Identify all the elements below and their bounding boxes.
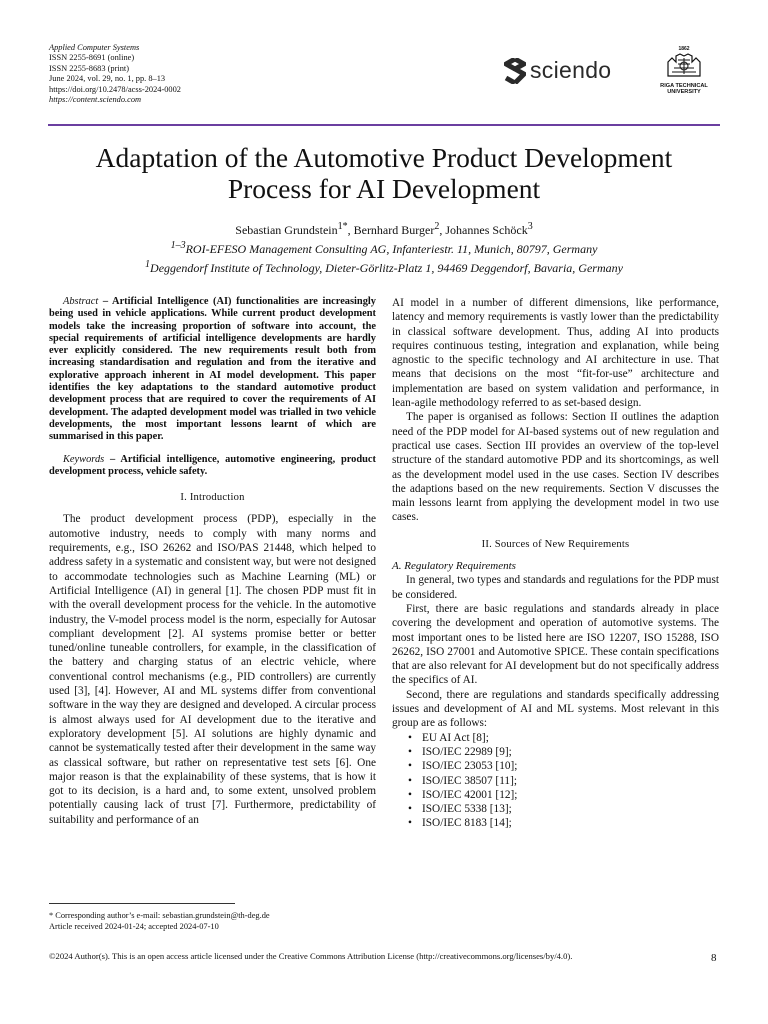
rtu-logo xyxy=(650,46,718,96)
list-item: • ISO/IEC 22989 [9]; xyxy=(422,745,719,759)
rtu-name-line2: UNIVERSITY xyxy=(667,89,701,96)
abstract-text: – Artificial Intelligence (AI) functionalities are increasingly being used in vehicle applications. While current product development models take the increasing proportion of software into account, the special requirements of artificial intelligence developments are hardly ever explicitly considered. The new requirements result both from increasing standardisation and regulation and from the iterative and explorative approach inherent in AI model development. This paper identifies the key adaptations to the standard automotive product development process that are required to cover the requirements of AI development. The adapted development model was trialled in two vehicle developments, the most important lessons learnt of which are summarised in this paper. xyxy=(49,296,376,443)
corresponding-author-note: * Corresponding author’s e-mail: sebastian.grundstein@th-deg.de xyxy=(49,911,270,920)
keywords-label: Keywords xyxy=(63,453,105,465)
journal-metadata xyxy=(49,43,181,105)
affiliation-1-sup: 1–3 xyxy=(170,240,186,251)
sources-paragraph-3: Second, there are regulations and standards specifically addressing issues and development of AI and ML systems. Most relevant in this group are as follows: xyxy=(392,688,719,730)
list-item: • ISO/IEC 42001 [12]; xyxy=(422,788,719,802)
author-block xyxy=(40,219,728,276)
intro-paragraph-2: The paper is organised as follows: Section II outlines the adaption need of the PDP model for AI-based systems out of new regulation and practical use cases. Section III provides an overview of the top-level structure of the standard automotive PDP and its shortcomings, as well as the development model used in the use cases. Section IV describes the adaptions based on the new requirements. Section V discusses the main lessons learnt from applying the development model in two use cases. xyxy=(392,411,719,524)
affiliation-1-text: ROI-EFESO Management Consulting AG, Infanteriestr. 11, Munich, 80797, Germany xyxy=(185,242,598,256)
author-3-sup: 3 xyxy=(527,221,533,232)
section-heading-sources: II. Sources of New Requirements xyxy=(481,538,630,550)
intro-paragraph-1: The product development process (PDP), especially in the automotive industry, needs to comply with many norms and requirements, e.g., ISO 26262 and ISO/PAS 21448, which helped to address safety in a systematic and consistent way, but were not designed to accommodate technologies such as Machine Learning (ML) or Artificial Intelligence (AI) in general [1]. The chosen PDP must fit in with the overall development process for the vehicle. In the automotive industry, the V-model process model is the norm, especially for Autosar compliant development [2]. AI systems promise better or better tuned/online tuneable controllers, for example, in the classification of the battery and charging status of an electric vehicle, where conventional control mechanisms (e.g., PID controllers) are currently used [3], [4]. However, AI and ML systems differ from conventional software in the way they are designed and developed. A circular process is almost always used for AI development due to the iterative and exploratory development [5]. AI solutions are highly dynamic and cannot be systematically tested after their development in the same way as classical software, but rather on representative test sets [6]. One major reason is that the explainability of these systems, that is how it got to its decision, is a hard and, to some extent, unsolved problem potentially causing lack of trust [7]. Furthermore, predictability of suitability and performance of an xyxy=(49,513,376,826)
author-list xyxy=(40,219,728,238)
author-1: Sebastian Grundstein xyxy=(235,223,338,237)
sources-paragraph-1: In general, two types and standards and regulations for the PDP must be considered. xyxy=(392,574,719,601)
affiliation-1 xyxy=(40,238,728,257)
intro-paragraph-1-continued: AI model in a number of different dimensions, like performance, latency and memory requirements is vastly lower than the predictability in classical software development. Thus, adding AI into products requires continuous testing, integration and explanation, while being agnostic to the specific technology and AI architecture in use. That means that decisions on the most “fit-for-use” architecture and implementation are based on system validation and performance, in lean-agile methodology referred to as set-based design. xyxy=(392,297,719,410)
rtu-crest-icon xyxy=(664,52,704,78)
abstract xyxy=(49,296,376,444)
list-item: • ISO/IEC 5338 [13]; xyxy=(422,802,719,816)
article-dates: Article received 2024-01-24; accepted 2024-07-10 xyxy=(49,922,219,931)
author-2: , Bernhard Burger xyxy=(347,223,435,237)
footnotes xyxy=(49,910,270,932)
list-item: • ISO/IEC 23053 [10]; xyxy=(422,759,719,773)
affiliation-2 xyxy=(40,257,728,276)
sources-paragraph-2: First, there are basic regulations and standards already in place covering the development and operation of automotive systems. The most important ones to be listed here are ISO 12207, ISO 15288, ISO 26262, ISO 27001 and Automotive SPICE. These contain specifications that are also relevant for AI development but do not specifically address the specifics of AI. xyxy=(392,602,719,687)
subsection-heading-regulatory: A. Regulatory Requirements xyxy=(392,560,516,573)
license-statement: ©2024 Author(s). This is an open access article licensed under the Creative Commons Attribution License (http://creativecommons.org/licenses/by/4.0). xyxy=(49,951,573,961)
sciendo-s-icon xyxy=(504,58,526,84)
left-column xyxy=(49,296,376,827)
abstract-label: Abstract xyxy=(63,296,99,307)
author-2-sup: 2 xyxy=(434,221,440,232)
list-item: • ISO/IEC 8183 [14]; xyxy=(422,816,719,830)
paper-title xyxy=(40,142,728,204)
sciendo-wordmark: sciendo xyxy=(530,57,612,83)
footnote-divider xyxy=(49,903,235,904)
title-line-2: Process for AI Development xyxy=(227,173,541,204)
journal-name: Applied Computer Systems xyxy=(49,43,140,52)
section-heading-introduction: I. Introduction xyxy=(180,492,245,504)
issn-print: ISSN 2255-8683 (print) xyxy=(49,63,130,73)
affiliation-2-sup: 1 xyxy=(145,259,151,270)
issn-online: ISSN 2255-8691 (online) xyxy=(49,53,135,63)
right-column xyxy=(392,296,719,831)
list-item: • EU AI Act [8]; xyxy=(422,731,719,745)
site-link[interactable]: https://content.sciendo.com xyxy=(49,95,142,105)
issue-info: June 2024, vol. 29, no. 1, pp. 8–13 xyxy=(49,74,166,84)
header-divider xyxy=(48,124,720,126)
standards-list xyxy=(392,731,719,831)
title-line-1: Adaptation of the Automotive Product Development xyxy=(95,142,673,173)
page-number: 8 xyxy=(711,952,717,964)
rtu-name-line1: RIGA TECHNICAL xyxy=(660,83,708,89)
keywords xyxy=(49,454,376,479)
rtu-year: 1862 xyxy=(678,46,690,52)
author-1-sup: 1* xyxy=(337,221,348,232)
doi-link[interactable]: https://doi.org/10.2478/acss-2024-0002 xyxy=(49,84,181,94)
author-3: , Johannes Schöck xyxy=(439,223,528,237)
list-item: • ISO/IEC 38507 [11]; xyxy=(422,774,719,788)
keywords-text: – Artificial intelligence, automotive engineering, product development process, vehicle safety. xyxy=(49,453,376,477)
sciendo-logo xyxy=(504,57,611,84)
affiliation-2-text: Deggendorf Institute of Technology, Dieter-Görlitz-Platz 1, 94469 Deggendorf, Bavaria, Germany xyxy=(150,261,623,275)
